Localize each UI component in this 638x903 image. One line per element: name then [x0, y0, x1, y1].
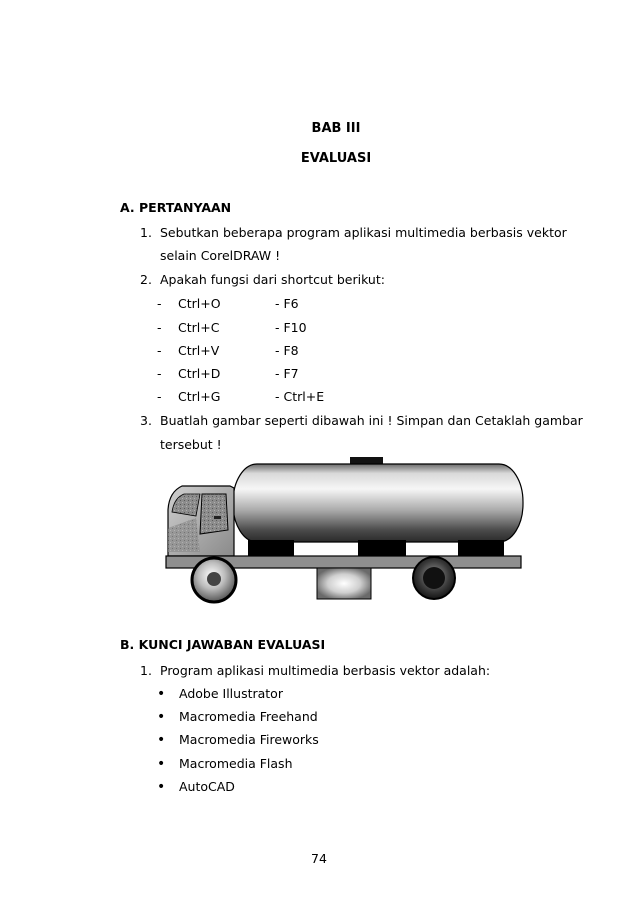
shortcut-left: Ctrl+C	[178, 320, 220, 335]
fuel-box	[317, 568, 371, 599]
question-2-text: Apakah fungsi dari shortcut berikut:	[160, 272, 385, 287]
shortcut-dash: -	[157, 343, 162, 358]
question-1-number: 1.	[140, 225, 152, 240]
question-3-line-1: Buatlah gambar seperti dibawah ini ! Simpan dan Cetaklah gambar	[160, 413, 583, 428]
shortcut-dash: -	[157, 366, 162, 381]
tank-support	[248, 540, 294, 556]
bullet-dot: •	[157, 756, 166, 772]
rear-wheel-hub	[423, 567, 445, 589]
answer-bullet: Macromedia Flash	[179, 756, 293, 771]
shortcut-dash: -	[157, 296, 162, 311]
shortcut-dash: -	[157, 389, 162, 404]
chapter-label: BAB III	[311, 121, 361, 136]
question-3-number: 3.	[140, 413, 152, 428]
shortcut-left: Ctrl+D	[178, 366, 221, 381]
shortcut-right: - F10	[275, 320, 307, 335]
answer-bullet: Macromedia Fireworks	[179, 732, 319, 747]
page-number: 74	[311, 851, 327, 866]
shortcut-right: - F6	[275, 296, 299, 311]
tank-support	[358, 540, 406, 556]
cab-door-window	[200, 494, 228, 534]
question-2-number: 2.	[140, 272, 152, 287]
tank-support	[458, 540, 504, 556]
page-title: EVALUASI	[300, 151, 372, 166]
answer-bullet: Adobe Illustrator	[179, 686, 283, 701]
bullet-dot: •	[157, 779, 166, 795]
section-a-heading: A. PERTANYAAN	[120, 200, 232, 215]
question-1-line-2: selain CorelDRAW !	[160, 248, 281, 263]
answer-1-number: 1.	[140, 663, 152, 678]
shortcut-dash: -	[157, 320, 162, 335]
front-wheel-hub	[207, 572, 221, 586]
section-b-heading: B. KUNCI JAWABAN EVALUASI	[120, 637, 326, 652]
answer-bullet: Macromedia Freehand	[179, 709, 318, 724]
tanker-truck-illustration	[160, 452, 530, 612]
shortcut-left: Ctrl+O	[178, 296, 221, 311]
tank-body	[233, 464, 523, 542]
shortcut-left: Ctrl+G	[178, 389, 221, 404]
answer-bullet: AutoCAD	[179, 779, 235, 794]
bullet-dot: •	[157, 709, 166, 725]
shortcut-right: - Ctrl+E	[275, 389, 325, 404]
answer-1-text: Program aplikasi multimedia berbasis vektor adalah:	[160, 663, 491, 678]
shortcut-right: - F8	[275, 343, 299, 358]
question-3-line-2: tersebut !	[160, 437, 222, 452]
bullet-dot: •	[157, 732, 166, 748]
door-handle	[214, 516, 221, 519]
shortcut-left: Ctrl+V	[178, 343, 220, 358]
bullet-dot: •	[157, 686, 166, 702]
shortcut-right: - F7	[275, 366, 299, 381]
question-1-line-1: Sebutkan beberapa program aplikasi multimedia berbasis vektor	[160, 225, 567, 240]
